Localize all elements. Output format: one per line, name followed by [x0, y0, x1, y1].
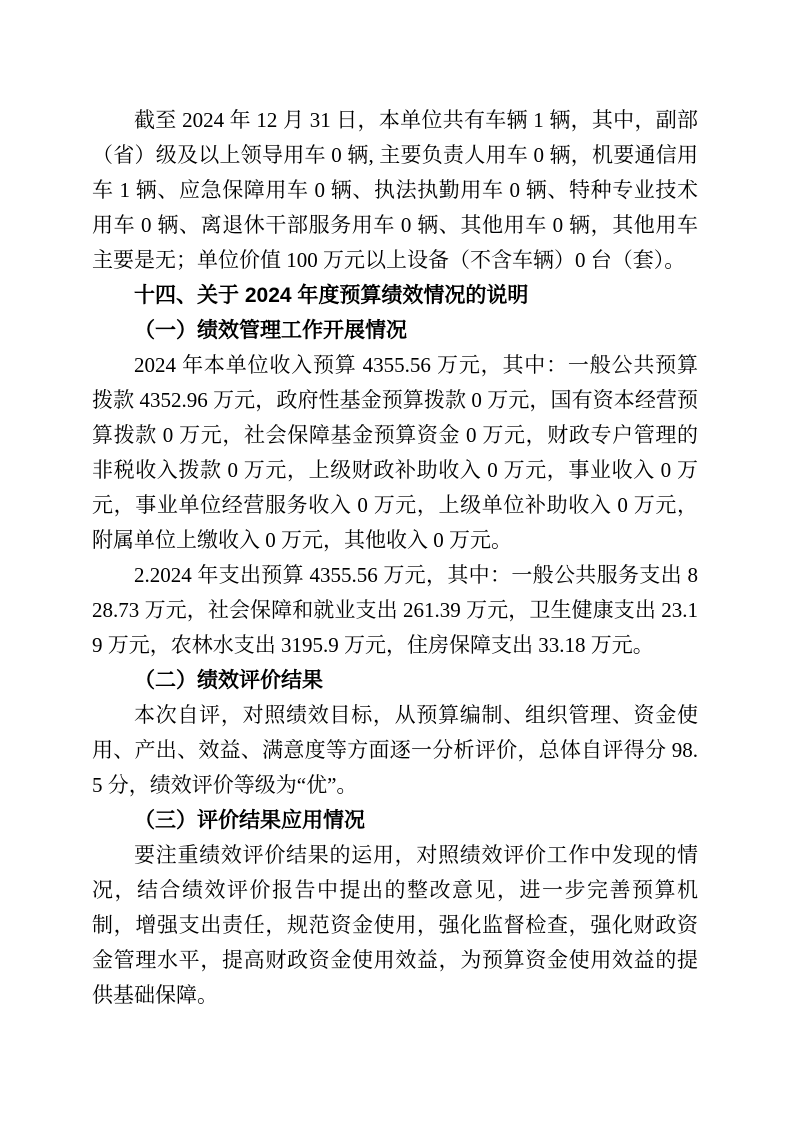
paragraph-vehicle-assets: 截至 2024 年 12 月 31 日，本单位共有车辆 1 辆，其中，副部（省）级及以上领导用车 0 辆, 主要负责人用车 0 辆，机要通信用车 1 辆、应急保障用车 0 辆、执法执勤用车 0 辆、特种专业技术用车 0 辆、离退休干部服务用车 0 辆、其他用车 0 辆，其他用车主要是无；单位价值 100 万元以上设备（不含车辆）0 台（套）。: [92, 108, 698, 272]
subsection-heading-evaluation-result: （二）绩效评价结果: [134, 669, 323, 692]
subsection-heading-performance-management: （一）绩效管理工作开展情况: [134, 319, 407, 342]
paragraph-income-budget: 2024 年本单位收入预算 4355.56 万元，其中：一般公共预算拨款 4352.96 万元，政府性基金预算拨款 0 万元，国有资本经营预算拨款 0 万元，社会保障基金预算资金 0 万元，财政专户管理的非税收入拨款 0 万元，上级财政补助收入 0 万元，事业收入 0 万元，事业单位经营服务收入 0 万元，上级单位补助收入 0 万元，附属单位上缴收入 0 万元，其他收入 0 万元。: [92, 353, 698, 552]
paragraph-self-evaluation: 本次自评，对照绩效目标，从预算编制、组织管理、资金使用、产出、效益、满意度等方面逐一分析评价，总体自评得分 98.5 分，绩效评价等级为“优”。: [92, 703, 698, 797]
paragraph-result-application: 要注重绩效评价结果的运用，对照绩效评价工作中发现的情况，结合绩效评价报告中提出的整改意见，进一步完善预算机制，增强支出责任，规范资金使用，强化监督检查，强化财政资金管理水平，提高财政资金使用效益，为预算资金使用效益的提供基础保障。: [92, 843, 698, 1007]
paragraph-expenditure-budget: 2.2024 年支出预算 4355.56 万元，其中：一般公共服务支出 828.73 万元，社会保障和就业支出 261.39 万元，卫生健康支出 23.19 万元，农林水支出 3195.9 万元，住房保障支出 33.18 万元。: [92, 563, 698, 657]
subsection-heading-result-application: （三）评价结果应用情况: [134, 809, 365, 832]
section-heading-14: 十四、关于 2024 年度预算绩效情况的说明: [134, 284, 529, 307]
